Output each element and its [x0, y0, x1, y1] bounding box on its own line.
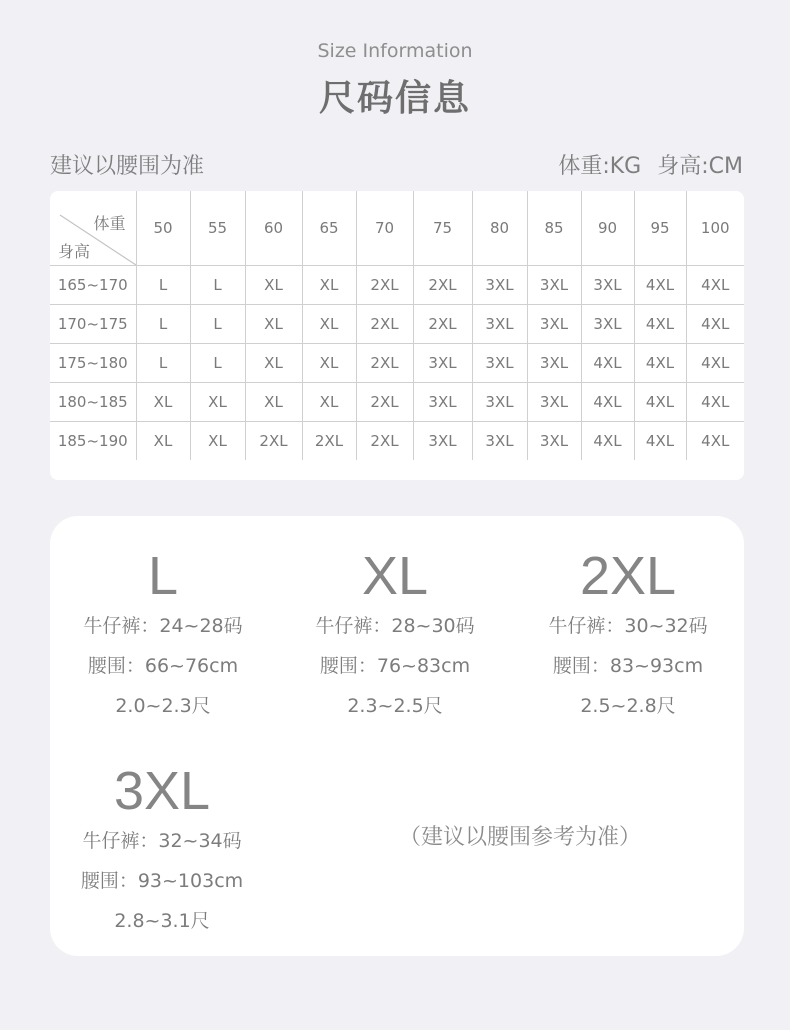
size-cell: 2XL [413, 305, 472, 344]
size-cell: 3XL [413, 422, 472, 461]
weight-unit: 体重:KG [558, 154, 642, 179]
size-cell: 3XL [413, 344, 472, 383]
size-table-card [50, 191, 744, 480]
weight-header: 50 [136, 191, 190, 266]
size-cell: 4XL [634, 422, 686, 461]
table-row [50, 422, 744, 461]
jeans-size: 牛仔裤：30~32码 [548, 615, 708, 637]
weight-header: 80 [472, 191, 527, 266]
size-cell: XL [136, 383, 190, 422]
weight-header: 85 [527, 191, 581, 266]
waist-size: 腰围：93~103cm [80, 870, 244, 892]
size-cell: XL [245, 266, 302, 305]
size-cell: 4XL [686, 305, 744, 344]
size-cell: 3XL [472, 344, 527, 383]
waist-chi: 2.5~2.8尺 [580, 695, 676, 717]
weight-header: 90 [581, 191, 634, 266]
height-range-cell: 185~190 [57, 432, 128, 450]
size-cell: 4XL [581, 344, 634, 383]
size-cell: 3XL [527, 383, 581, 422]
size-cell: 4XL [686, 383, 744, 422]
waist-size: 腰围：76~83cm [319, 655, 471, 677]
size-block-3xl [52, 761, 272, 941]
weight-header: 55 [190, 191, 245, 266]
height-range-cell: 175~180 [50, 344, 136, 383]
size-cell: XL [302, 305, 356, 344]
waist-chi: 2.0~2.3尺 [115, 695, 211, 717]
weight-header: 70 [356, 191, 413, 266]
height-range-cell: 180~185 [50, 383, 136, 422]
size-cell: L [136, 266, 190, 305]
jeans-size: 牛仔裤：28~30码 [315, 615, 475, 637]
height-range-cell: 165~170 [50, 266, 136, 305]
size-cell: 3XL [527, 344, 581, 383]
size-cell: XL [302, 383, 356, 422]
size-label: L [147, 546, 179, 606]
size-cell: 3XL [472, 383, 527, 422]
size-cell: 4XL [686, 344, 744, 383]
size-cell: XL [245, 344, 302, 383]
size-cell: L [136, 305, 190, 344]
jeans-size: 牛仔裤：32~34码 [82, 830, 242, 852]
size-cell: L [190, 344, 245, 383]
size-cell: 2XL [356, 266, 413, 305]
size-cell: 3XL [472, 266, 527, 305]
height-range-cell: 170~175 [50, 305, 136, 344]
size-cell: 4XL [686, 422, 744, 461]
weight-header: 65 [302, 191, 356, 266]
size-cell: L [190, 266, 245, 305]
corner-cell [50, 191, 136, 266]
size-cell: 4XL [634, 266, 686, 305]
weight-header: 95 [634, 191, 686, 266]
note-left: 建议以腰围为准 [50, 154, 205, 179]
size-cell: 2XL [356, 383, 413, 422]
weight-header: 75 [413, 191, 472, 266]
size-label: XL [361, 546, 429, 606]
size-cell: 2XL [356, 344, 413, 383]
size-cell: 3XL [527, 422, 581, 461]
size-cell: 3XL [527, 266, 581, 305]
waist-size: 腰围：83~93cm [552, 655, 704, 677]
size-block-l [53, 546, 273, 726]
size-cell: 3XL [472, 305, 527, 344]
size-block-xl [285, 546, 505, 726]
size-label: 2XL [579, 546, 677, 606]
page-title: 尺码信息 [318, 78, 471, 119]
size-cell: 3XL [413, 383, 472, 422]
table-row [50, 305, 744, 344]
size-cell: XL [245, 383, 302, 422]
table-row [50, 266, 744, 305]
table-row [50, 344, 744, 383]
size-cell: 4XL [634, 344, 686, 383]
size-cell: 2XL [245, 422, 302, 461]
size-cell: 4XL [581, 422, 634, 461]
size-cell: 4XL [634, 305, 686, 344]
size-cell: L [136, 344, 190, 383]
corner-weight-label: 体重 [93, 214, 126, 233]
size-cell: 3XL [527, 305, 581, 344]
table-row [50, 383, 744, 422]
size-cell: 3XL [472, 422, 527, 461]
subtitle: Size Information [317, 40, 473, 62]
waist-chi: 2.3~2.5尺 [347, 695, 443, 717]
unit-note [558, 149, 743, 180]
waist-chi: 2.8~3.1尺 [114, 910, 210, 932]
size-block-2xl [518, 546, 738, 726]
size-cell: 4XL [686, 266, 744, 305]
waist-hint: （建议以腰围参考为准） [398, 825, 641, 850]
size-table [50, 191, 744, 460]
height-unit: 身高:CM [657, 154, 743, 179]
size-cell: XL [190, 383, 245, 422]
size-cell: 2XL [356, 422, 413, 461]
size-cell: 4XL [634, 383, 686, 422]
corner-height-label: 身高 [58, 242, 91, 261]
size-cell: 3XL [581, 266, 634, 305]
size-cell: 4XL [581, 383, 634, 422]
size-cell: XL [245, 305, 302, 344]
size-cell: XL [302, 266, 356, 305]
weight-header: 60 [245, 191, 302, 266]
size-cell: 2XL [302, 422, 356, 461]
size-label: 3XL [113, 761, 211, 821]
size-cell: 3XL [581, 305, 634, 344]
size-cell: 2XL [413, 266, 472, 305]
table-header-row [50, 191, 744, 266]
jeans-size: 牛仔裤：24~28码 [83, 615, 243, 637]
waist-size: 腰围：66~76cm [87, 655, 239, 677]
weight-header: 100 [686, 191, 744, 266]
size-cell: 2XL [356, 305, 413, 344]
size-detail-card [50, 516, 744, 956]
size-cell: XL [190, 422, 245, 461]
size-cell: XL [136, 422, 190, 461]
size-cell: L [190, 305, 245, 344]
size-cell: XL [302, 344, 356, 383]
